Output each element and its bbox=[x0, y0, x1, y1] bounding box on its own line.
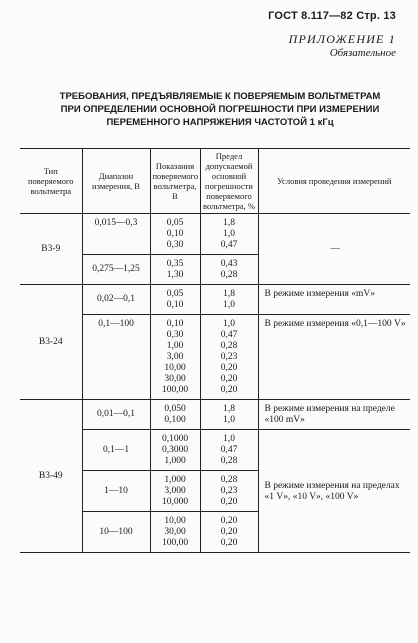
limits-cell: 0,20 0,20 0,20 bbox=[200, 512, 258, 553]
requirements-table bbox=[20, 148, 410, 553]
column-header: Условия проведения измерений bbox=[258, 149, 410, 214]
column-header: Диапазон измерения, В bbox=[82, 149, 150, 214]
table-header-row bbox=[20, 149, 410, 214]
table-row bbox=[20, 214, 410, 255]
readings-cell: 0,05 0,10 0,30 bbox=[150, 214, 200, 255]
range-cell: 0,1—1 bbox=[82, 430, 150, 471]
limits-cell: 0,43 0,28 bbox=[200, 255, 258, 285]
table-row bbox=[20, 285, 410, 315]
range-cell: 10—100 bbox=[82, 512, 150, 553]
limits-cell: 1,0 0,47 0,28 bbox=[200, 430, 258, 471]
readings-cell: 0,35 1,30 bbox=[150, 255, 200, 285]
conditions-cell: — bbox=[258, 214, 410, 285]
voltmeter-type: В3-24 bbox=[20, 285, 82, 400]
range-cell: 0,015—0,3 bbox=[82, 214, 150, 255]
page-number: Стр. 13 bbox=[356, 10, 396, 22]
voltmeter-type: В3-9 bbox=[20, 214, 82, 285]
conditions-cell: В режиме измерения на пределе «100 mV» bbox=[258, 400, 410, 430]
readings-cell: 0,10 0,30 1,00 3,00 10,00 30,00 100,00 bbox=[150, 315, 200, 400]
range-cell: 0,1—100 bbox=[82, 315, 150, 400]
voltmeter-type: В3-49 bbox=[20, 400, 82, 553]
column-header: Предел допускаемой основной погрешности поверяемого вольтметра, % bbox=[200, 149, 258, 214]
appendix-subtitle: Обязательное bbox=[329, 47, 396, 59]
limits-cell: 1,0 0,47 0,28 0,23 0,20 0,20 0,20 bbox=[200, 315, 258, 400]
title-line: ПЕРЕМЕННОГО НАПРЯЖЕНИЯ ЧАСТОТОЙ 1 кГц bbox=[106, 117, 334, 128]
range-cell: 0,01—0,1 bbox=[82, 400, 150, 430]
readings-cell: 10,00 30,00 100,00 bbox=[150, 512, 200, 553]
document-title bbox=[40, 90, 400, 129]
appendix-title: ПРИЛОЖЕНИЕ 1 bbox=[288, 32, 396, 46]
column-header: Тип поверяемого вольтметра bbox=[20, 149, 82, 214]
title-line: ПРИ ОПРЕДЕЛЕНИИ ОСНОВНОЙ ПОГРЕШНОСТИ ПРИ ИЗМЕРЕНИИ bbox=[60, 104, 380, 115]
readings-cell: 1,000 3,000 10,000 bbox=[150, 471, 200, 512]
conditions-cell: В режиме измерения на пределах «1 V», «10 V», «100 V» bbox=[258, 430, 410, 553]
limits-cell: 1,8 1,0 0,47 bbox=[200, 214, 258, 255]
appendix-label bbox=[289, 32, 396, 60]
column-header: Показания поверяемого вольтметра, В bbox=[150, 149, 200, 214]
readings-cell: 0,050 0,100 bbox=[150, 400, 200, 430]
limits-cell: 0,28 0,23 0,20 bbox=[200, 471, 258, 512]
conditions-cell: В режиме измерения «mV» bbox=[258, 285, 410, 315]
limits-cell: 1,8 1,0 bbox=[200, 285, 258, 315]
readings-cell: 0,1000 0,3000 1,000 bbox=[150, 430, 200, 471]
title-line: ТРЕБОВАНИЯ, ПРЕДЪЯВЛЯЕМЫЕ К ПОВЕРЯЕМЫМ ВОЛЬТМЕТРАМ bbox=[59, 91, 381, 102]
conditions-cell: В режиме измерения «0,1—100 V» bbox=[258, 315, 410, 400]
range-cell: 1—10 bbox=[82, 471, 150, 512]
limits-cell: 1,8 1,0 bbox=[200, 400, 258, 430]
readings-cell: 0,05 0,10 bbox=[150, 285, 200, 315]
standard-number: ГОСТ 8.117—82 bbox=[268, 10, 353, 22]
range-cell: 0,275—1,25 bbox=[82, 255, 150, 285]
table-row bbox=[20, 400, 410, 430]
page-header bbox=[268, 10, 396, 22]
range-cell: 0,02—0,1 bbox=[82, 285, 150, 315]
